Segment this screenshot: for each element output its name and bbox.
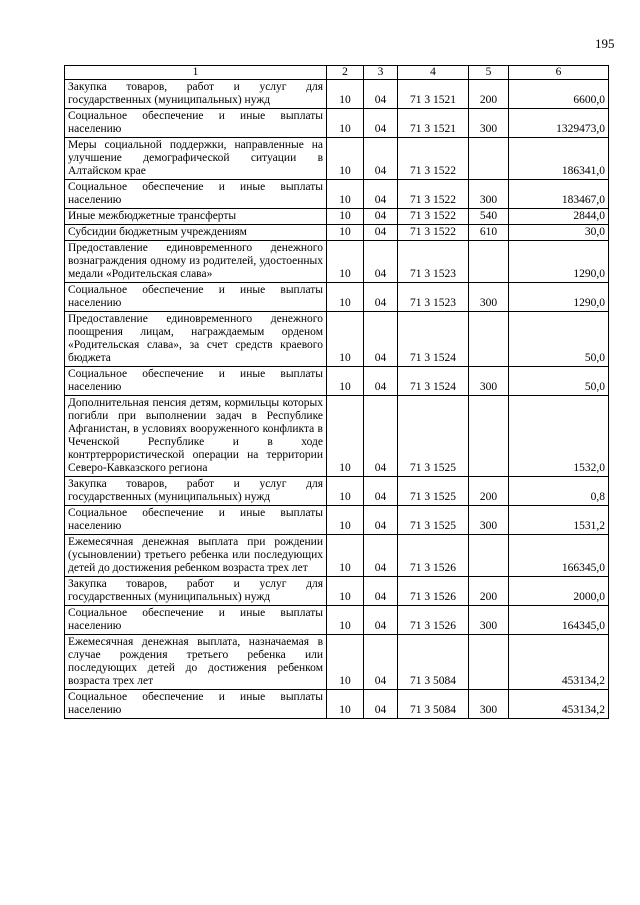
section-cell: 10: [327, 209, 364, 225]
expense-type-cell: [469, 535, 509, 577]
expense-name-cell: Предоставление единовременного денежного вознаграждения одному из родителей, удостоенных медали «Родительская слава»: [65, 241, 327, 283]
subsection-cell: 04: [364, 209, 398, 225]
expense-type-cell: [469, 396, 509, 477]
header-cell: 6: [509, 66, 609, 80]
section-cell: 10: [327, 225, 364, 241]
expense-type-cell: 610: [469, 225, 509, 241]
subsection-cell: 04: [364, 690, 398, 719]
subsection-cell: 04: [364, 535, 398, 577]
expense-type-cell: [469, 138, 509, 180]
section-cell: 10: [327, 138, 364, 180]
expense-name-cell: Дополнительная пенсия детям, кормильцы которых погибли при выполнении задач в Республике Афганистан, в условиях вооруженного конфликта в Чеченской Республике и в ходе контртеррористической операции на территории Северо-Кавказского региона: [65, 396, 327, 477]
target-article-cell: 71 3 1522: [398, 180, 469, 209]
expense-type-cell: 300: [469, 283, 509, 312]
amount-cell: 164345,0: [509, 606, 609, 635]
header-cell: 4: [398, 66, 469, 80]
target-article-cell: 71 3 5084: [398, 635, 469, 690]
amount-cell: 453134,2: [509, 635, 609, 690]
expense-name-cell: Закупка товаров, работ и услуг для государственных (муниципальных) нужд: [65, 80, 327, 109]
section-cell: 10: [327, 312, 364, 367]
expense-name-cell: Закупка товаров, работ и услуг для государственных (муниципальных) нужд: [65, 577, 327, 606]
header-cell: 2: [327, 66, 364, 80]
subsection-cell: 04: [364, 109, 398, 138]
budget-table: [64, 65, 609, 719]
expense-type-cell: [469, 312, 509, 367]
target-article-cell: 71 3 1522: [398, 225, 469, 241]
subsection-cell: 04: [364, 312, 398, 367]
table-row: [65, 367, 609, 396]
header-cell: 1: [65, 66, 327, 80]
section-cell: 10: [327, 109, 364, 138]
expense-name-cell: Социальное обеспечение и иные выплаты населению: [65, 109, 327, 138]
target-article-cell: 71 3 1524: [398, 312, 469, 367]
table-row: [65, 635, 609, 690]
table-row: [65, 283, 609, 312]
expense-name-cell: Социальное обеспечение и иные выплаты населению: [65, 283, 327, 312]
target-article-cell: 71 3 5084: [398, 690, 469, 719]
expense-type-cell: 300: [469, 506, 509, 535]
expense-type-cell: 200: [469, 80, 509, 109]
amount-cell: 1329473,0: [509, 109, 609, 138]
expense-type-cell: 300: [469, 180, 509, 209]
amount-cell: 186341,0: [509, 138, 609, 180]
expense-name-cell: Социальное обеспечение и иные выплаты населению: [65, 690, 327, 719]
expense-name-cell: Закупка товаров, работ и услуг для государственных (муниципальных) нужд: [65, 477, 327, 506]
amount-cell: 453134,2: [509, 690, 609, 719]
table-row: [65, 209, 609, 225]
subsection-cell: 04: [364, 241, 398, 283]
amount-cell: 2000,0: [509, 577, 609, 606]
section-cell: 10: [327, 396, 364, 477]
section-cell: 10: [327, 241, 364, 283]
subsection-cell: 04: [364, 396, 398, 477]
subsection-cell: 04: [364, 477, 398, 506]
expense-type-cell: 200: [469, 577, 509, 606]
expense-type-cell: 540: [469, 209, 509, 225]
expense-name-cell: Иные межбюджетные трансферты: [65, 209, 327, 225]
section-cell: 10: [327, 606, 364, 635]
subsection-cell: 04: [364, 606, 398, 635]
target-article-cell: 71 3 1525: [398, 477, 469, 506]
target-article-cell: 71 3 1523: [398, 241, 469, 283]
amount-cell: 6600,0: [509, 80, 609, 109]
amount-cell: 30,0: [509, 225, 609, 241]
amount-cell: 0,8: [509, 477, 609, 506]
expense-name-cell: Субсидии бюджетным учреждениям: [65, 225, 327, 241]
section-cell: 10: [327, 180, 364, 209]
table-row: [65, 535, 609, 577]
expense-name-cell: Социальное обеспечение и иные выплаты населению: [65, 606, 327, 635]
target-article-cell: 71 3 1521: [398, 109, 469, 138]
table-row: [65, 80, 609, 109]
page-number: 195: [595, 36, 615, 51]
expense-name-cell: Социальное обеспечение и иные выплаты населению: [65, 180, 327, 209]
amount-cell: 1290,0: [509, 283, 609, 312]
table-row: [65, 477, 609, 506]
target-article-cell: 71 3 1525: [398, 506, 469, 535]
subsection-cell: 04: [364, 180, 398, 209]
expense-name-cell: Ежемесячная денежная выплата при рождении (усыновлении) третьего ребенка или последующих детей до достижения ребенком возраста трех лет: [65, 535, 327, 577]
amount-cell: 50,0: [509, 367, 609, 396]
amount-cell: 2844,0: [509, 209, 609, 225]
expense-type-cell: [469, 635, 509, 690]
subsection-cell: 04: [364, 367, 398, 396]
section-cell: 10: [327, 477, 364, 506]
expense-type-cell: 200: [469, 477, 509, 506]
expense-type-cell: 300: [469, 606, 509, 635]
table-row: [65, 312, 609, 367]
table-row: [65, 577, 609, 606]
expense-name-cell: Меры социальной поддержки, направленные на улучшение демографической ситуации в Алтайском крае: [65, 138, 327, 180]
target-article-cell: 71 3 1522: [398, 209, 469, 225]
table-row: [65, 225, 609, 241]
subsection-cell: 04: [364, 80, 398, 109]
expense-name-cell: Ежемесячная денежная выплата, назначаемая в случае рождения третьего ребенка или последующих детей до достижения ребенком возраста трех лет: [65, 635, 327, 690]
section-cell: 10: [327, 506, 364, 535]
amount-cell: 1531,2: [509, 506, 609, 535]
table-row: [65, 606, 609, 635]
subsection-cell: 04: [364, 283, 398, 312]
target-article-cell: 71 3 1524: [398, 367, 469, 396]
header-cell: 3: [364, 66, 398, 80]
expense-name-cell: Социальное обеспечение и иные выплаты населению: [65, 367, 327, 396]
section-cell: 10: [327, 283, 364, 312]
section-cell: 10: [327, 635, 364, 690]
amount-cell: 1532,0: [509, 396, 609, 477]
header-cell: 5: [469, 66, 509, 80]
section-cell: 10: [327, 690, 364, 719]
amount-cell: 1290,0: [509, 241, 609, 283]
expense-name-cell: Социальное обеспечение и иные выплаты населению: [65, 506, 327, 535]
expense-type-cell: 300: [469, 109, 509, 138]
amount-cell: 183467,0: [509, 180, 609, 209]
target-article-cell: 71 3 1526: [398, 606, 469, 635]
table-row: [65, 180, 609, 209]
section-cell: 10: [327, 367, 364, 396]
subsection-cell: 04: [364, 225, 398, 241]
expense-name-cell: Предоставление единовременного денежного поощрения лицам, награждаемым орденом «Родительская слава», за счет средств краевого бюджета: [65, 312, 327, 367]
target-article-cell: 71 3 1526: [398, 535, 469, 577]
section-cell: 10: [327, 80, 364, 109]
expense-type-cell: [469, 241, 509, 283]
subsection-cell: 04: [364, 506, 398, 535]
target-article-cell: 71 3 1521: [398, 80, 469, 109]
subsection-cell: 04: [364, 577, 398, 606]
table-row: [65, 396, 609, 477]
amount-cell: 50,0: [509, 312, 609, 367]
table-row: [65, 506, 609, 535]
table-row: [65, 109, 609, 138]
target-article-cell: 71 3 1523: [398, 283, 469, 312]
target-article-cell: 71 3 1525: [398, 396, 469, 477]
amount-cell: 166345,0: [509, 535, 609, 577]
subsection-cell: 04: [364, 635, 398, 690]
subsection-cell: 04: [364, 138, 398, 180]
section-cell: 10: [327, 577, 364, 606]
table-row: [65, 241, 609, 283]
expense-type-cell: 300: [469, 367, 509, 396]
target-article-cell: 71 3 1522: [398, 138, 469, 180]
expense-type-cell: 300: [469, 690, 509, 719]
section-cell: 10: [327, 535, 364, 577]
table-row: [65, 138, 609, 180]
table-row: [65, 690, 609, 719]
table-header-row: [65, 66, 609, 80]
target-article-cell: 71 3 1526: [398, 577, 469, 606]
